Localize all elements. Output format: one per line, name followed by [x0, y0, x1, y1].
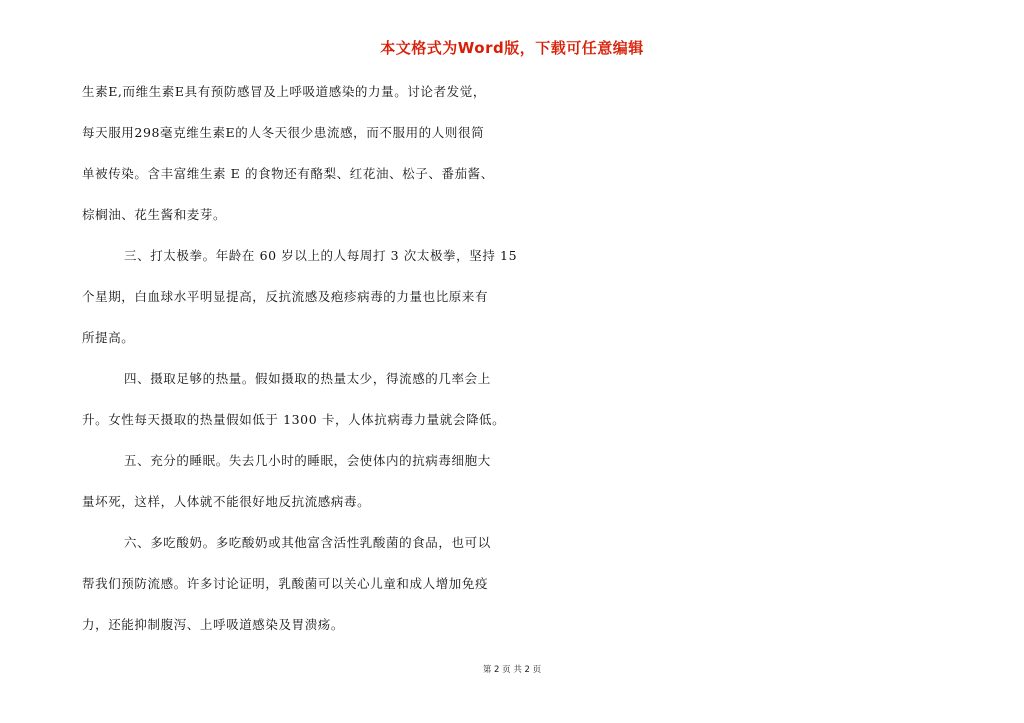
body-line: 单被传染。含丰富维生素 E 的食物还有酪梨、红花油、松子、番茄酱、: [82, 166, 494, 181]
body-line: 帮我们预防流感。许多讨论证明，乳酸菌可以关心儿童和成人增加免疫: [82, 576, 489, 591]
body-line: 每天服用298毫克维生素E的人冬天很少患流感，而不服用的人则很简: [82, 125, 485, 140]
body-line: 个星期，白血球水平明显提高，反抗流感及疱疹病毒的力量也比原来有: [82, 289, 489, 304]
document-body: [82, 81, 522, 655]
section-heading-line: 三、打太极拳。年龄在 60 岁以上的人每周打 3 次太极拳，坚持 15: [124, 248, 518, 263]
body-line: 力，还能抑制腹泻、上呼吸道感染及胃溃疡。: [82, 617, 345, 632]
word-format-banner: 本文格式为Word版，下载可任意编辑: [380, 39, 644, 57]
page-number: 第 2 页 共 2 页: [482, 665, 542, 675]
section-heading-line: 四、摄取足够的热量。假如摄取的热量太少，得流感的几率会上: [124, 371, 491, 386]
body-line: 生素E,而维生素E具有预防感冒及上呼吸道感染的力量。讨论者发觉，: [82, 84, 486, 99]
body-line: 所提高。: [82, 330, 135, 345]
section-heading-line: 五、充分的睡眠。失去几小时的睡眠，会使体内的抗病毒细胞大: [124, 453, 491, 468]
section-heading-line: 六、多吃酸奶。多吃酸奶或其他富含活性乳酸菌的食品，也可以: [124, 535, 491, 550]
body-line: 升。女性每天摄取的热量假如低于 1300 卡，人体抗病毒力量就会降低。: [82, 412, 506, 427]
body-line: 棕榈油、花生酱和麦芽。: [82, 207, 227, 222]
body-line: 量坏死，这样，人体就不能很好地反抗流感病毒。: [82, 494, 371, 509]
